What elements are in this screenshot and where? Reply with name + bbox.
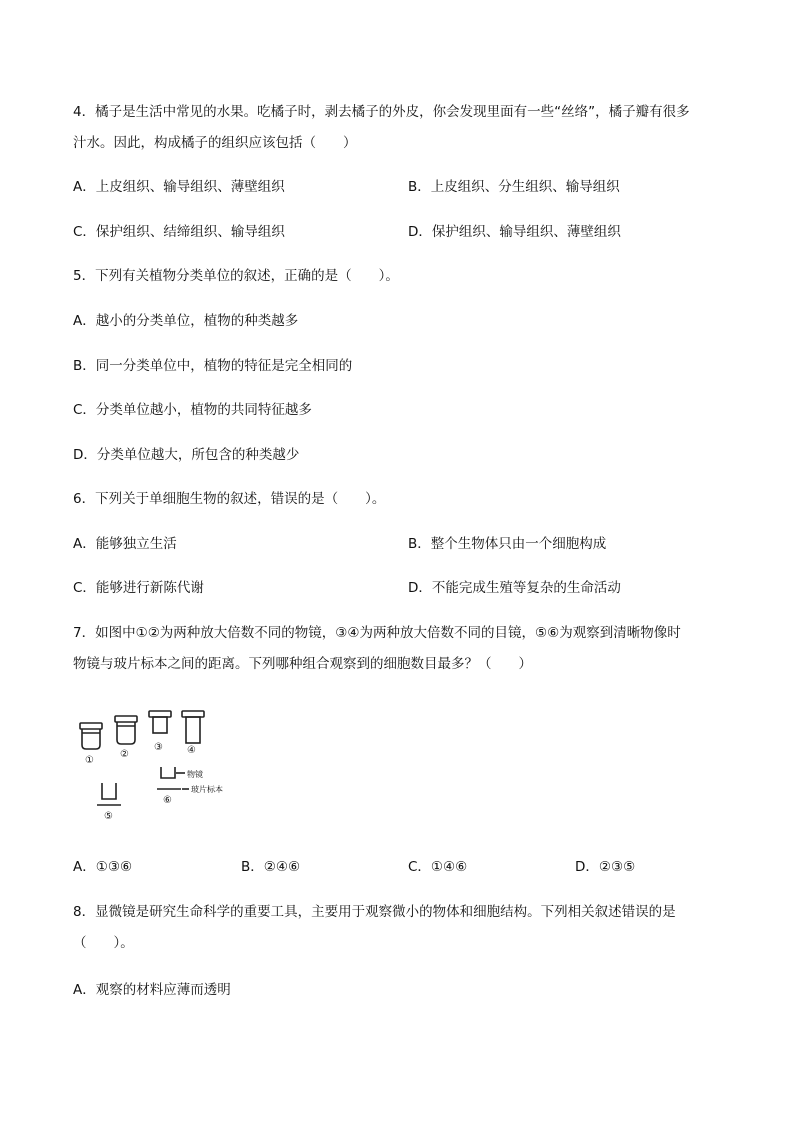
figure-label-1: ① [85,755,94,766]
eyepiece-lens-4-icon [182,711,204,743]
q5-option-b: B．同一分类单位中，植物的特征是完全相同的 [73,358,353,374]
figure-label-6: ⑥ [163,795,172,806]
q4-option-a: A．上皮组织、输导组织、薄壁组织 [73,179,285,195]
objective-lens-1-icon [80,723,102,749]
figure-label-2: ② [120,749,129,760]
q5-option-c: C．分类单位越小，植物的共同特征越多 [73,402,312,418]
q7-stem-line1: 7．如图中①②为两种放大倍数不同的物镜，③④为两种放大倍数不同的目镜，⑤⑥为观察到清晰物像时 [73,625,681,641]
q6-option-a: A．能够独立生活 [73,536,177,552]
q7-option-d: D．②③⑤ [575,859,636,875]
q7-stem-line2: 物镜与玻片标本之间的距离。下列哪种组合观察到的细胞数目最多？（ ） [73,656,532,672]
q5-option-d: D．分类单位越大，所包含的种类越少 [73,447,300,463]
q7-option-c: C．①④⑥ [408,859,468,875]
microscope-lens-figure [73,703,231,829]
q8-stem-line2: （ ）。 [73,935,134,951]
q7-option-b: B．②④⑥ [241,859,301,875]
q5-option-a: A．越小的分类单位，植物的种类越多 [73,313,299,329]
figure-label-5: ⑤ [104,811,113,822]
q6-option-d: D．不能完成生殖等复杂的生命活动 [408,580,621,596]
q6-option-b: B．整个生物体只由一个细胞构成 [408,536,607,552]
q8-stem-line1: 8．显微镜是研究生命科学的重要工具，主要用于观察微小的物体和细胞结构。下列相关叙述错误的是 [73,904,676,920]
figure-objective-label: 物镜 [187,770,203,779]
q4-option-c: C．保护组织、结缔组织、输导组织 [73,224,285,240]
q5-stem: 5．下列有关植物分类单位的叙述，正确的是（ ）。 [73,268,399,284]
q4-option-d: D．保护组织、输导组织、薄壁组织 [408,224,621,240]
q4-stem-line2: 汁水。因此，构成橘子的组织应该包括（ ） [73,135,357,151]
q7-option-a: A．①③⑥ [73,859,133,875]
q8-option-a: A．观察的材料应薄而透明 [73,982,231,998]
figure-slide-label: 玻片标本 [191,785,223,794]
objective-lens-2-icon [115,716,137,744]
figure-label-4: ④ [187,745,196,756]
objective-slide-distance-6-icon [157,767,189,789]
q6-option-c: C．能够进行新陈代谢 [73,580,204,596]
q6-stem: 6．下列关于单细胞生物的叙述，错误的是（ ）。 [73,491,386,507]
q4-option-b: B．上皮组织、分生组织、输导组织 [408,179,620,195]
q4-stem-line1: 4．橘子是生活中常见的水果。吃橘子时，剥去橘子的外皮，你会发现里面有一些“丝络”，橘子瓣有很多 [73,104,690,120]
figure-label-3: ③ [154,742,163,753]
objective-slide-distance-5-icon [97,783,121,805]
eyepiece-lens-3-icon [149,711,171,733]
